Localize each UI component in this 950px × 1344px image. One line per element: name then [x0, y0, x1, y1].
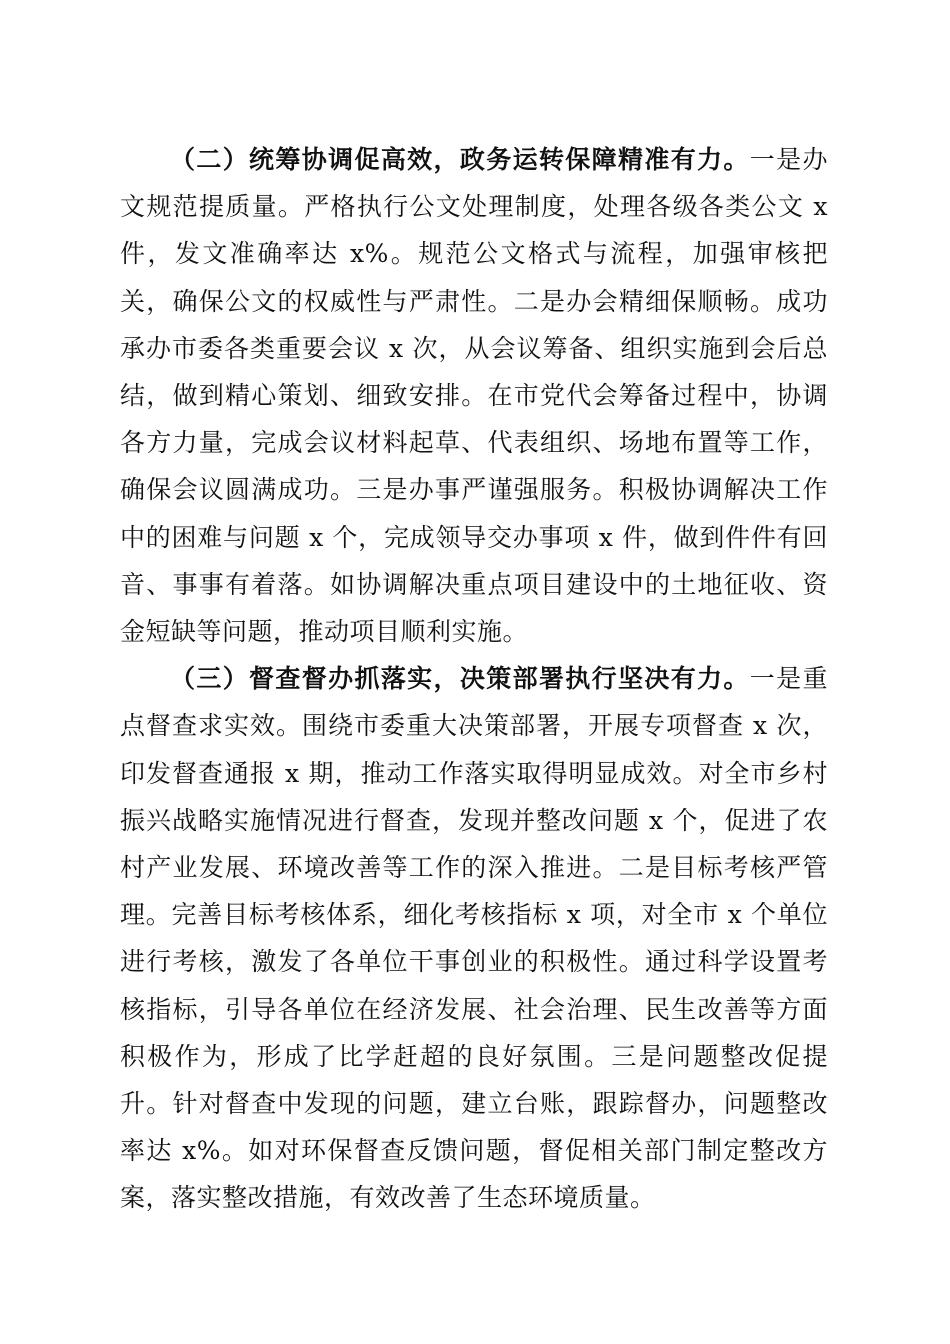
paragraph-text-coordination: 一是办文规范提质量。严格执行公文处理制度，处理各级各类公文 x 件，发文准确率达 x%。规范公文格式与流程，加强审核把关，确保公文的权威性与严肃性。二是办会精细保顺畅。成功承办市委各类重要会议 x 次，从会议筹备、组织实施到会后总结，做到精心策划、细致安排。在市党代会筹备过程中，协调各方力量，完成会议材料起草、代表组织、场地布置等工作，确保会议圆满成功。三是办事严谨强服务。积极协调解决工作中的困难与问题 x 个，完成领导交办事项 x 件，做到件件有回音、事事有着落。如协调解决重点项目建设中的土地征收、资金短缺等问题，推动项目顺利实施。	[120, 145, 828, 647]
document-body	[120, 136, 828, 1222]
paragraph-supervision	[120, 655, 828, 1221]
section-heading-supervision: （三）督查督办抓落实，决策部署执行坚决有力。	[170, 664, 750, 694]
section-heading-coordination: （二）统筹协调促高效，政务运转保障精准有力。	[170, 145, 750, 174]
paragraph-coordination	[120, 136, 828, 655]
paragraph-text-supervision: 一是重点督查求实效。围绕市委重大决策部署，开展专项督查 x 次，印发督查通报 x 期，推动工作落实取得明显成效。对全市乡村振兴战略实施情况进行督查，发现并整改问题 x 个，促进了农村产业发展、环境改善等工作的深入推进。二是目标考核严管理。完善目标考核体系，细化考核指标 x 项，对全市 x 个单位进行考核，激发了各单位干事创业的积极性。通过科学设置考核指标，引导各单位在经济发展、社会治理、民生改善等方面积极作为，形成了比学赶超的良好氛围。三是问题整改促提升。针对督查中发现的问题，建立台账，跟踪督办，问题整改率达 x%。如对环保督查反馈问题，督促相关部门制定整改方案，落实整改措施，有效改善了生态环境质量。	[120, 664, 828, 1213]
